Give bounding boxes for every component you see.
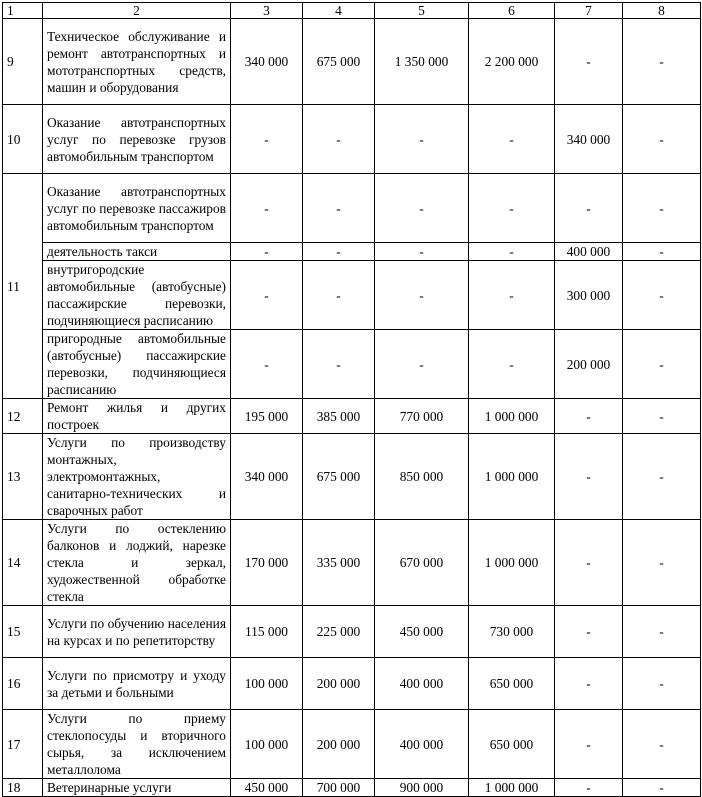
value-col-7: - (555, 399, 623, 434)
value-col-5: 400 000 (375, 658, 469, 710)
value-col-8: - (623, 174, 701, 243)
row-number: 9 (3, 19, 43, 105)
value-col-6: - (469, 330, 555, 399)
value-col-7: 400 000 (555, 243, 623, 261)
value-col-7: 300 000 (555, 261, 623, 330)
value-col-4: - (303, 330, 375, 399)
value-col-8: - (623, 710, 701, 779)
value-col-7: - (555, 434, 623, 520)
value-col-7: 340 000 (555, 105, 623, 174)
value-col-6: 1 000 000 (469, 520, 555, 606)
value-col-4: 700 000 (303, 779, 375, 797)
row-number: 16 (3, 658, 43, 710)
value-col-5: - (375, 330, 469, 399)
value-col-8: - (623, 261, 701, 330)
value-col-6: 730 000 (469, 606, 555, 658)
value-col-6: - (469, 174, 555, 243)
header-cell-5: 5 (375, 3, 469, 19)
table-row (3, 606, 701, 658)
value-col-3: 100 000 (231, 658, 303, 710)
value-col-4: - (303, 174, 375, 243)
header-row (3, 3, 701, 19)
value-col-7: - (555, 19, 623, 105)
value-col-6: 650 000 (469, 710, 555, 779)
value-col-8: - (623, 606, 701, 658)
row-number: 18 (3, 779, 43, 797)
table-row (3, 434, 701, 520)
document-page (2, 2, 701, 797)
service-name: Услуги по остеклению балконов и лоджий, нарезке стекла и зеркал, художественной обработке стекла (43, 520, 231, 606)
header-cell-1: 1 (3, 3, 43, 19)
service-name: Оказание автотранспортных услуг по перевозке пассажиров автомобильным транспортом (43, 174, 231, 243)
value-col-3: 340 000 (231, 434, 303, 520)
value-col-7: - (555, 779, 623, 797)
value-col-4: 200 000 (303, 658, 375, 710)
value-col-3: 115 000 (231, 606, 303, 658)
value-col-8: - (623, 399, 701, 434)
service-name: внутригородские автомобильные (автобусные) пассажирские перевозки, подчиняющиеся расписанию (43, 261, 231, 330)
table-row (3, 710, 701, 779)
value-col-4: 675 000 (303, 434, 375, 520)
value-col-6: 2 200 000 (469, 19, 555, 105)
value-col-5: - (375, 261, 469, 330)
value-col-8: - (623, 434, 701, 520)
row-number: 12 (3, 399, 43, 434)
value-col-4: 335 000 (303, 520, 375, 606)
value-col-5: 1 350 000 (375, 19, 469, 105)
row-number: 17 (3, 710, 43, 779)
row-number: 14 (3, 520, 43, 606)
tax-rate-table (2, 2, 701, 797)
service-name: Оказание автотранспортных услуг по перевозке грузов автомобильным транспортом (43, 105, 231, 174)
value-col-3: - (231, 105, 303, 174)
value-col-3: - (231, 261, 303, 330)
value-col-8: - (623, 19, 701, 105)
table-row (3, 105, 701, 174)
value-col-8: - (623, 243, 701, 261)
service-name: Техническое обслуживание и ремонт автотранспортных и мототранспортных средств, машин и оборудования (43, 19, 231, 105)
value-col-8: - (623, 330, 701, 399)
row-number: 11 (3, 174, 43, 399)
value-col-5: - (375, 105, 469, 174)
header-cell-8: 8 (623, 3, 701, 19)
value-col-8: - (623, 520, 701, 606)
value-col-3: 170 000 (231, 520, 303, 606)
value-col-4: - (303, 243, 375, 261)
value-col-3: 450 000 (231, 779, 303, 797)
value-col-7: - (555, 710, 623, 779)
header-cell-6: 6 (469, 3, 555, 19)
value-col-5: 770 000 (375, 399, 469, 434)
value-col-7: 200 000 (555, 330, 623, 399)
header-cell-7: 7 (555, 3, 623, 19)
service-name: Услуги по производству монтажных, электромонтажных, санитарно-технических и сварочных работ (43, 434, 231, 520)
header-cell-2: 2 (43, 3, 231, 19)
header-cell-4: 4 (303, 3, 375, 19)
row-number: 13 (3, 434, 43, 520)
value-col-7: - (555, 658, 623, 710)
service-name: Услуги по приему стеклопосуды и вторичного сырья, за исключением металлолома (43, 710, 231, 779)
value-col-3: 340 000 (231, 19, 303, 105)
value-col-6: 1 000 000 (469, 779, 555, 797)
value-col-3: - (231, 243, 303, 261)
value-col-4: 225 000 (303, 606, 375, 658)
value-col-3: 195 000 (231, 399, 303, 434)
value-col-6: - (469, 105, 555, 174)
service-name: Ремонт жилья и других построек (43, 399, 231, 434)
service-name: Ветеринарные услуги (43, 779, 231, 797)
service-name: деятельность такси (43, 243, 231, 261)
value-col-5: 900 000 (375, 779, 469, 797)
value-col-8: - (623, 779, 701, 797)
table-row (3, 399, 701, 434)
value-col-7: - (555, 520, 623, 606)
value-col-3: 100 000 (231, 710, 303, 779)
value-col-5: 400 000 (375, 710, 469, 779)
value-col-5: 670 000 (375, 520, 469, 606)
table-row (3, 520, 701, 606)
row-number: 10 (3, 105, 43, 174)
table-row (3, 658, 701, 710)
service-name: Услуги по присмотру и уходу за детьми и больными (43, 658, 231, 710)
service-name: Услуги по обучению населения на курсах и по репетиторству (43, 606, 231, 658)
value-col-6: - (469, 243, 555, 261)
value-col-5: 450 000 (375, 606, 469, 658)
header-cell-3: 3 (231, 3, 303, 19)
value-col-4: - (303, 105, 375, 174)
table-row (3, 779, 701, 797)
table-row (3, 19, 701, 105)
value-col-4: 200 000 (303, 710, 375, 779)
value-col-8: - (623, 658, 701, 710)
value-col-6: 650 000 (469, 658, 555, 710)
value-col-8: - (623, 105, 701, 174)
value-col-5: 850 000 (375, 434, 469, 520)
value-col-6: 1 000 000 (469, 399, 555, 434)
value-col-5: - (375, 243, 469, 261)
table-row (3, 174, 701, 243)
value-col-3: - (231, 174, 303, 243)
value-col-4: 675 000 (303, 19, 375, 105)
table-row (3, 261, 701, 330)
value-col-6: - (469, 261, 555, 330)
value-col-5: - (375, 174, 469, 243)
value-col-3: - (231, 330, 303, 399)
table-row (3, 243, 701, 261)
value-col-7: - (555, 174, 623, 243)
value-col-4: - (303, 261, 375, 330)
table-row (3, 330, 701, 399)
row-number: 15 (3, 606, 43, 658)
service-name: пригородные автомобильные (автобусные) пассажирские перевозки, подчиняющиеся расписанию (43, 330, 231, 399)
value-col-4: 385 000 (303, 399, 375, 434)
value-col-7: - (555, 606, 623, 658)
value-col-6: 1 000 000 (469, 434, 555, 520)
